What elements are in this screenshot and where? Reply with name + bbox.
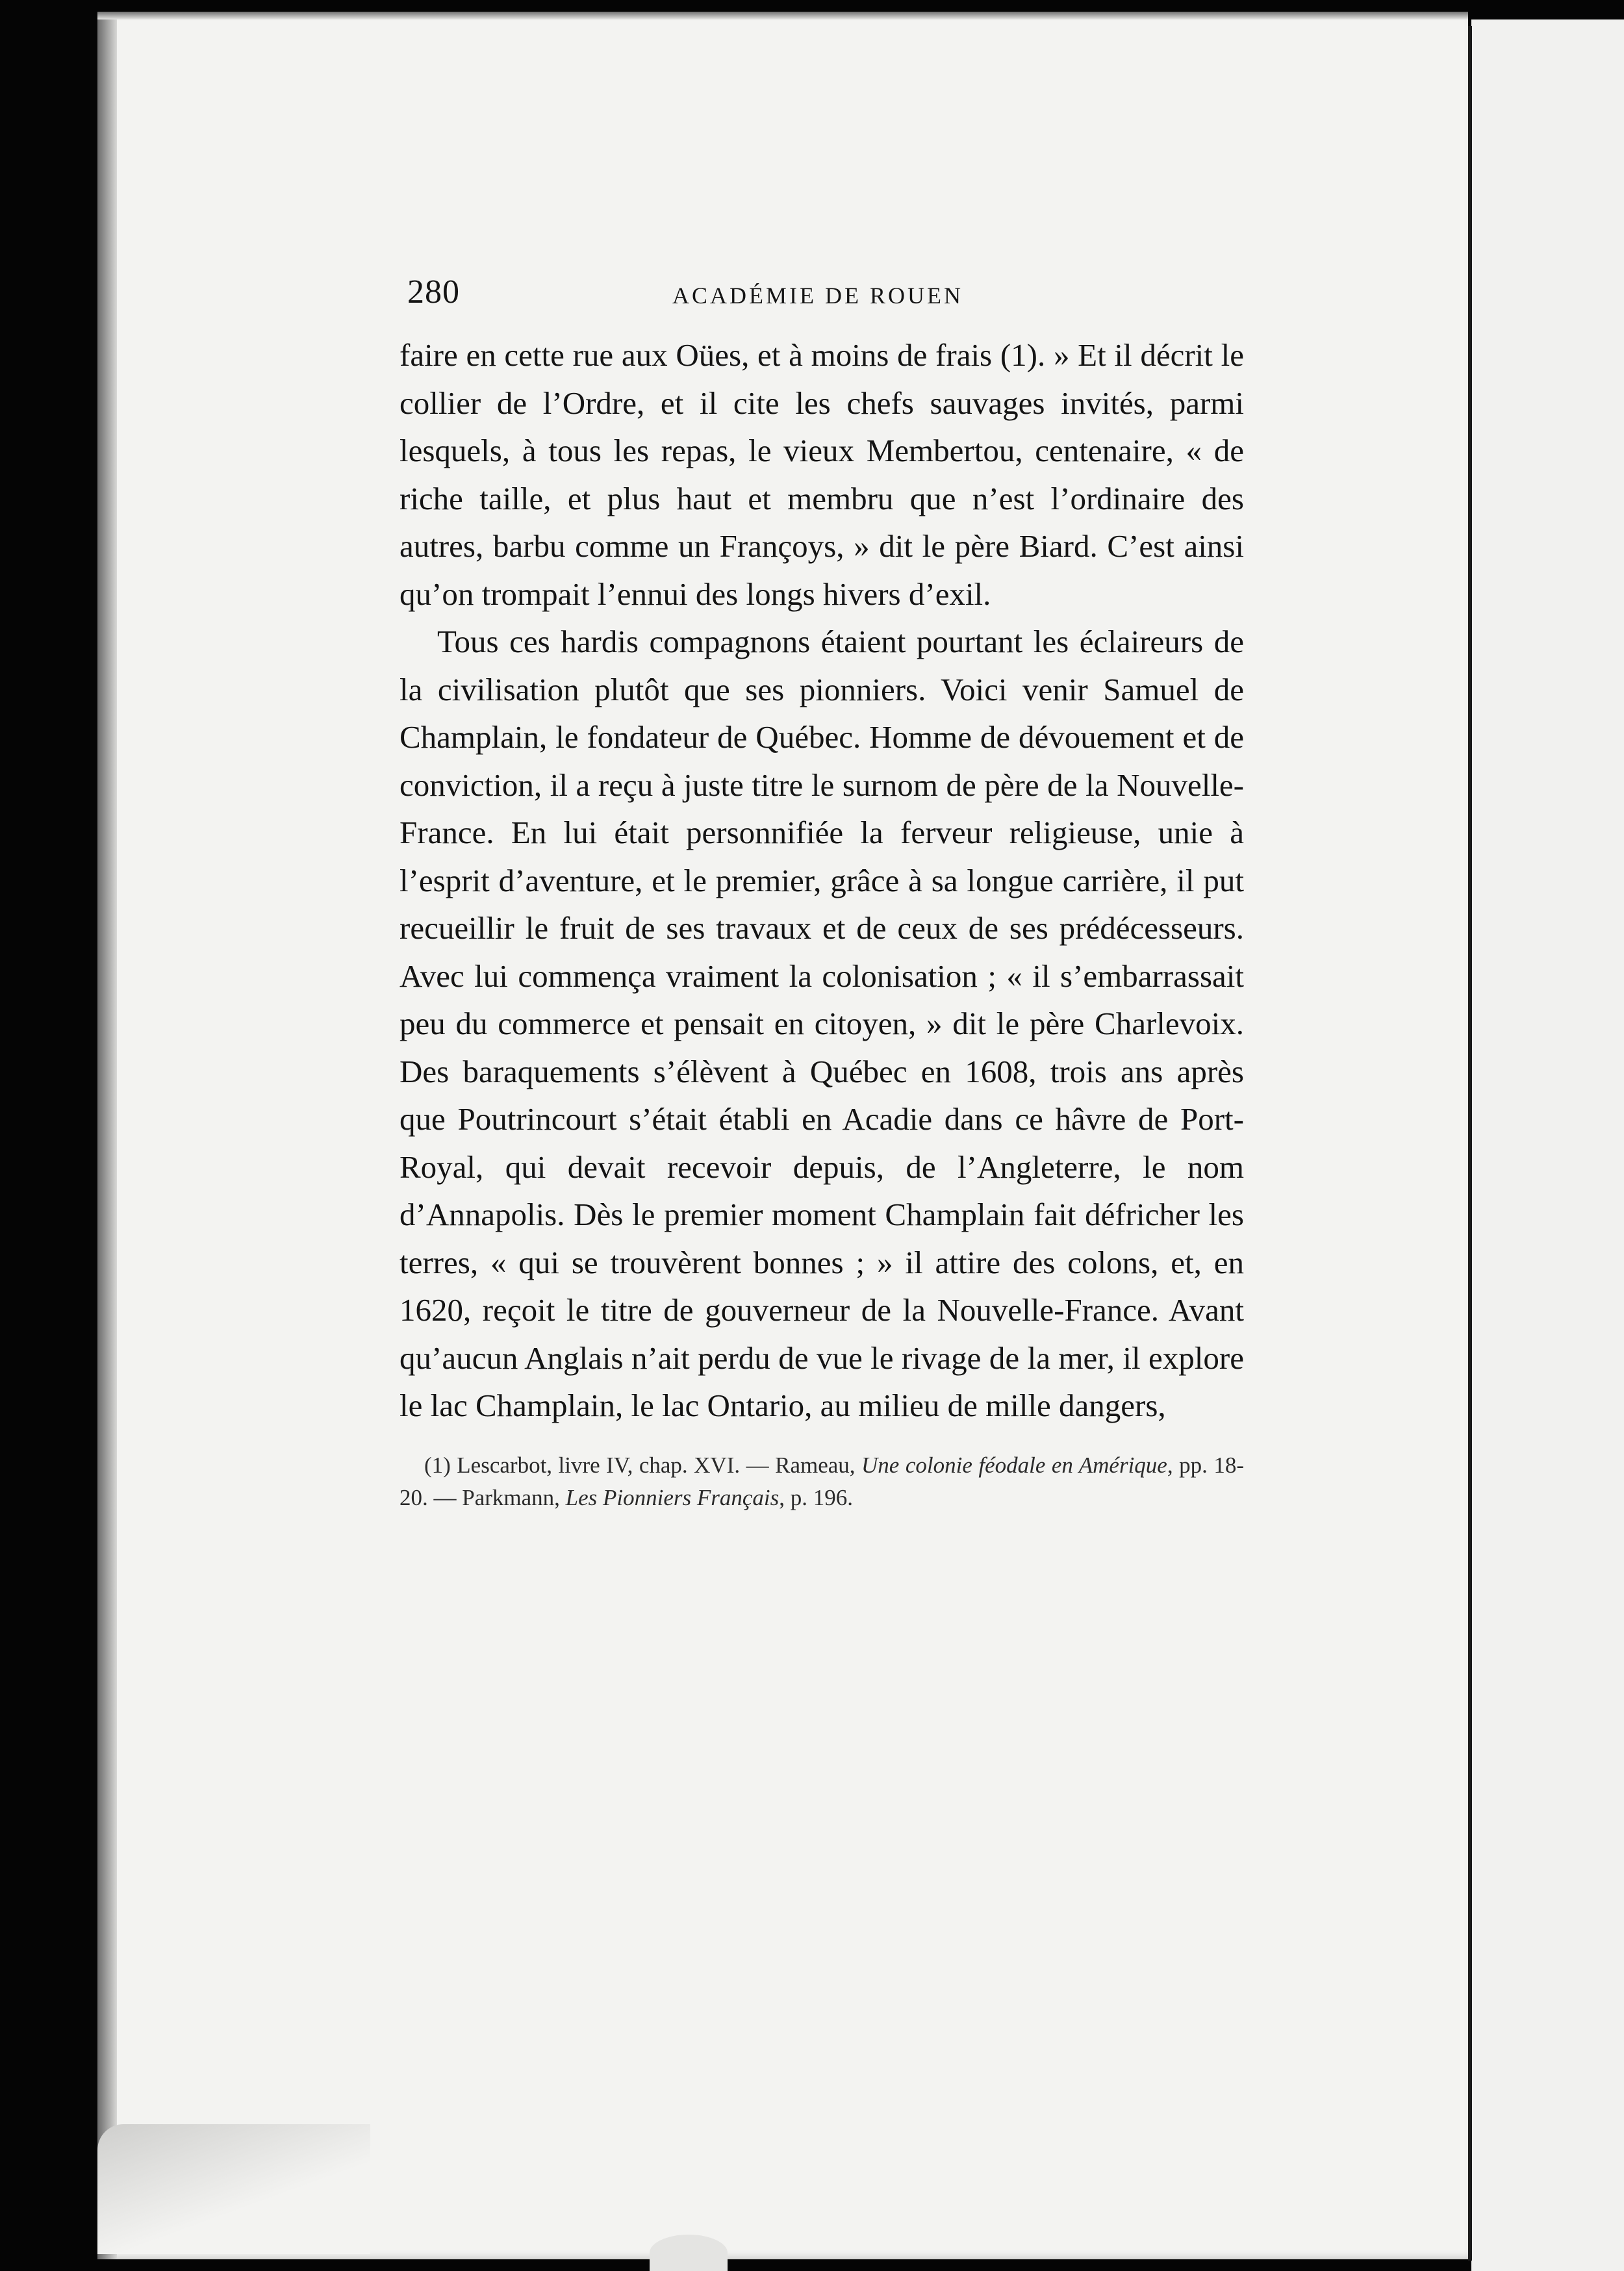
- running-title: ACADÉMIE DE ROUEN: [672, 283, 963, 309]
- page-top-edge: [97, 12, 1468, 19]
- page-corner-curl: [97, 2124, 370, 2254]
- page-left-edge: [97, 12, 117, 2259]
- footnote-text: (1) Lescarbot, livre IV, chap. XVI. — Rameau,: [424, 1452, 862, 1478]
- footnote-text: , p. 196.: [779, 1484, 854, 1510]
- scan-artifact: [650, 2235, 728, 2271]
- page-gutter-line: [1468, 26, 1472, 2261]
- running-head: [400, 273, 1244, 331]
- footnote: [400, 1449, 1244, 1514]
- page-number: 280: [407, 273, 460, 311]
- paragraph: Tous ces hardis compagnons étaient pourtant les éclaireurs de la civilisation plutôt que ses pionniers. Voici venir Samuel de Champlain, le fondateur de Québec. Homme de dévouement et de conviction, il a reçu à juste titre le surnom de père de la Nouvelle-France. En lui était personnifiée la ferveur religieuse, unie à l’esprit d’aventure, et le premier, grâce à sa longue carrière, il put recueillir le fruit de ses travaux et de ceux de ses prédécesseurs. Avec lui commença vraiment la colonisation ; « il s’embarrassait peu du commerce et pensait en citoyen, » dit le père Charlevoix. Des baraquements s’élèvent à Québec en 1608, trois ans après que Poutrincourt s’était établi en Acadie dans ce hâvre de Port-Royal, qui devait recevoir depuis, de l’Angleterre, le nom d’Annapolis. Dès le premier moment Champlain fait défricher les terres, « qui se trouvèrent bonnes ; » il attire des colons, et, en 1620, reçoit le titre de gouverneur de la Nouvelle-France. Avant qu’aucun Anglais n’ait perdu de vue le rivage de la mer, il explore le lac Champlain, le lac Ontario, au milieu de mille dangers,: [400, 624, 1244, 1423]
- footnote-italic-title: Les Pionniers Français: [565, 1484, 780, 1510]
- footnote-italic-title: Une colonie féodale en Amérique: [861, 1452, 1167, 1478]
- footnote-text: , pp. 18-20. — Parkmann,: [400, 1452, 1244, 1510]
- facing-page-strip: [1471, 19, 1624, 2271]
- paragraph: faire en cette rue aux Oües, et à moins de frais (1). » Et il décrit le collier de l’Ordre, et il cite les chefs sauvages invités, parmi lesquels, à tous les repas, le vieux Membertou, centenaire, « de riche taille, et plus haut et membru que n’est l’ordinaire des autres, barbu comme un Françoys, » dit le père Biard. C’est ainsi qu’on trompait l’ennui des longs hivers d’exil.: [400, 337, 1244, 612]
- body-text: [400, 331, 1244, 1430]
- text-block: [400, 273, 1244, 1514]
